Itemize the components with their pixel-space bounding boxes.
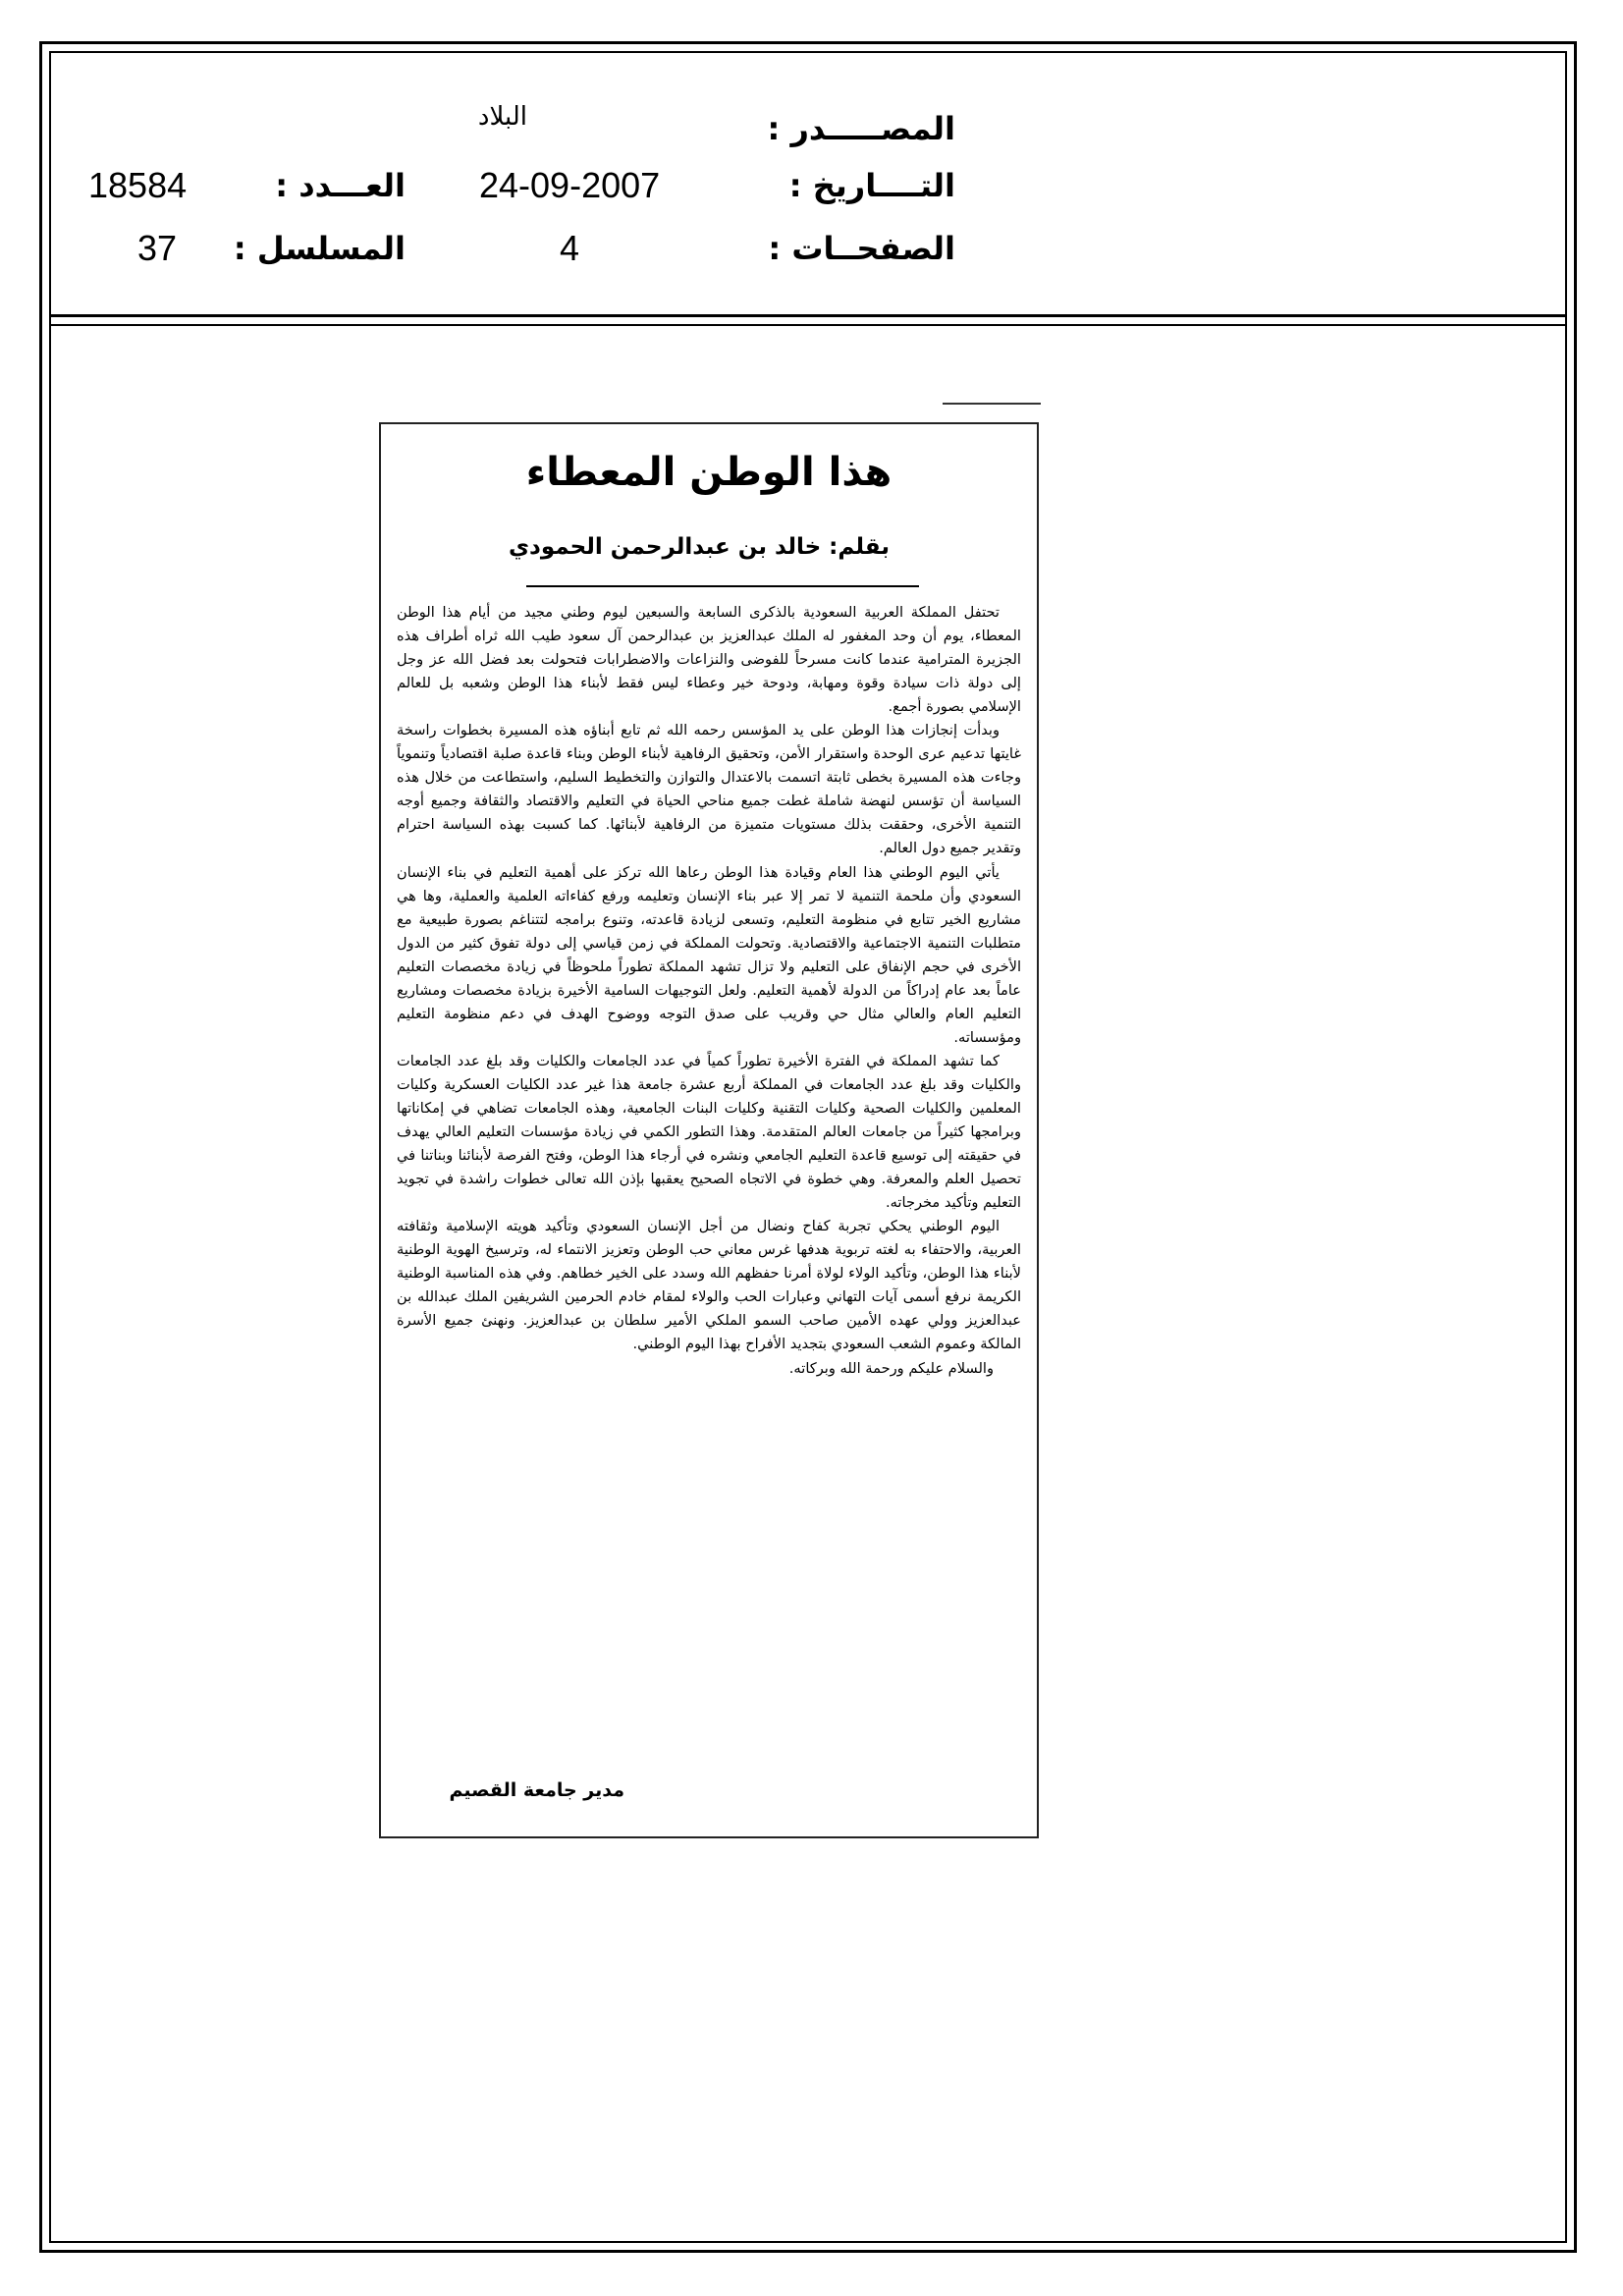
article-paragraph-1: تحتفل المملكة العربية السعودية بالذكرى السابعة والسبعين ليوم وطني مجيد من أيام هذا الوطن المعطاء، يوم أن وحد المغفور له الملك عبدالعزيز بن عبدالرحمن آل سعود طيب الله ثراه أطراف هذه الجزيرة المترامية عندما كانت مسرحاً للفوضى والنزاعات والاضطرابات فتحولت بعد فضل الله عز وجل إلى دولة ذات سيادة وقوة ومهابة، ودوحة خير وعطاء ليس فقط لأبناء هذا الوطن وشعبه بل للعالم الإسلامي بصورة أجمع. [397, 604, 1021, 716]
article-closing: والسلام عليكم ورحمة الله وبركاته. [788, 1359, 994, 1377]
issue-value: 18584 [88, 165, 188, 205]
serial-label: المسلسل : [233, 230, 406, 267]
source-label: المصـــــدر : [767, 110, 955, 147]
article-signature: مدير جامعة القصيم [449, 1779, 624, 1801]
byline-rule [526, 585, 919, 587]
article-paragraph-2: وبدأت إنجازات هذا الوطن على يد المؤسس رحمه الله ثم تابع أبناؤه هذه المسيرة بخطوات راسخة غايتها تدعيم عرى الوحدة واستقرار الأمن، وتحقيق الرفاهية لأبناء الوطن وبناء قاعدة صلبة اقتصادياً وتنموياً وجاءت هذه المسيرة بخطى ثابتة اتسمت بالاعتدال والتوازن والتخطيط السليم، واستطاعت من خلال هذه السياسة أن تؤسس لنهضة شاملة غطت جميع مناحي الحياة في التعليم والاقتصاد والثقافة وجميع أوجه التنمية الأخرى، وحققت بذلك مستويات متميزة من الرفاهية لأبنائها. كما كسبت بهذه السياسة احترام وتقدير جميع دول العالم. [397, 722, 1021, 857]
article-body [397, 601, 1021, 1381]
newspaper-clipping [379, 422, 1039, 1838]
header-divider [49, 314, 1567, 317]
source-value: البلاد [477, 102, 527, 132]
date-label: التــــاريخ : [788, 167, 955, 204]
article-paragraph-4: كما تشهد المملكة في الفترة الأخيرة تطوراً كمياً في عدد الجامعات والكليات وقد بلغ عدد الجامعات والكليات وقد بلغ عدد الجامعات في المملكة أربع عشرة جامعة هذا غير عدد الكليات العسكرية وكليات المعلمين والكليات الصحية وكليات التقنية وكليات البنات الجامعية، وهذه الجامعات تضاهي في إمكاناتها وبرامجها كثيراً من جامعات العالم المتقدمة. وهذا التطور الكمي في زيادة مؤسسات التعليم العالي يهدف في حقيقته إلى توسيع قاعدة التعليم الجامعي ونشره في أرجاء هذا الوطن، وفتح الفرصة لأبنائنا وبناتنا في تحصيل العلم والمعرفة. وهي خطوة في الاتجاه الصحيح يعقبها بإذن الله تعالى خطوات راشدة في تجويد التعليم وتأكيد مخرجاته. [397, 1052, 1021, 1212]
serial-value: 37 [137, 228, 178, 268]
issue-label: العـــدد : [275, 167, 406, 204]
article-paragraph-5: اليوم الوطني يحكي تجربة كفاح ونضال من أجل الإنسان السعودي وتأكيد هويته الإسلامية وثقافته العربية، والاحتفاء به لغته تربوية هدفها غرس معاني حب الوطن وتعزيز الانتماء له، وترسيخ الهوية الوطنية لأبناء هذا الوطن، وتأكيد الولاء لولاة أمرنا حفظهم الله وسدد على الخير خطاهم. وفي هذه المناسبة الوطنية الكريمة نرفع أسمى آيات التهاني وعبارات الحب والولاء لمقام خادم الحرمين الشريفين الملك عبدالله بن عبدالعزيز وولي عهده الأمين صاحب السمو الملكي الأمير سلطان بن عبدالعزيز. ونهنئ جميع الأسرة المالكة وعموم الشعب السعودي بتجديد الأفراح بهذا اليوم الوطني. [397, 1218, 1021, 1353]
article-byline: بقلم: خالد بن عبدالرحمن الحمودي [508, 534, 890, 560]
header-divider-inner [49, 324, 1567, 326]
article-title: هذا الوطن المعطاء [525, 450, 893, 495]
pages-label: الصفحــات : [768, 230, 955, 267]
pages-value: 4 [560, 228, 580, 268]
article-paragraph-3: يأتي اليوم الوطني هذا العام وقيادة هذا الوطن رعاها الله تركز على أهمية التعليم في بناء الإنسان السعودي وأن ملحمة التنمية لا تمر إلا عبر بناء الإنسان وتعليمه ورفع كفاءاته العلمية والعملية، وها هي مشاريع الخير تتابع في منظومة التعليم، وتسعى لزيادة قاعدته، وتنوع برامجه لتتناغم بصورة طبيعية مع متطلبات التنمية الاجتماعية والاقتصادية. وتحولت المملكة في زمن قياسي إلى دولة تفوق كثير من الدول الأخرى في حجم الإنفاق على التعليم ولا تزال تشهد المملكة تطوراً ملحوظاً في زيادة مخصصات التعليم عاماً بعد عام إدراكاً من الدولة لأهمية التعليم. ولعل التوجيهات السامية الأخيرة بزيادة مخصصات ومشاريع التعليم العام والعالي مثال حي وقريب على صدق التوجه ووضوح الهدف في دعم منظومة التعليم ومؤسساته. [397, 863, 1021, 1046]
date-value: 24-09-2007 [479, 165, 661, 205]
clip-corner-mark [943, 403, 1041, 405]
